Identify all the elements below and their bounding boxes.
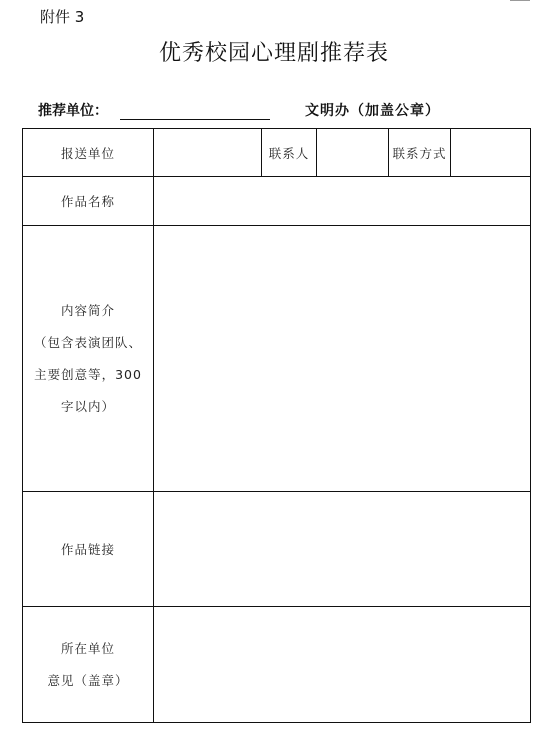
content-intro-line: （包含表演团队、 [33, 334, 142, 350]
recommend-unit-field[interactable] [120, 119, 270, 120]
work-name-label: 作品名称 [23, 177, 154, 226]
content-intro-line: 内容简介 [60, 302, 115, 318]
submitting-unit-cell[interactable] [154, 129, 262, 177]
content-intro-line: 字以内） [60, 398, 115, 414]
work-name-cell[interactable] [154, 177, 531, 226]
page-title: 优秀校园心理剧推荐表 [158, 41, 389, 66]
content-intro-line: 主要创意等，300 [34, 366, 142, 382]
table-row [23, 607, 531, 723]
contact-person-label: 联系人 [262, 129, 317, 177]
table-row [23, 177, 531, 226]
corner-mark [510, 0, 530, 1]
recommendation-table [22, 128, 531, 723]
opinion-line: 意见（盖章） [47, 672, 129, 688]
contact-person-cell[interactable] [317, 129, 389, 177]
content-intro-cell[interactable] [154, 226, 531, 492]
table-row [23, 226, 531, 492]
attachment-label: 附件 3 [40, 8, 85, 26]
contact-method-label: 联系方式 [389, 129, 451, 177]
office-label: 文明办（加盖公章） [305, 103, 440, 119]
opinion-line: 所在单位 [60, 640, 115, 656]
opinion-label [23, 607, 154, 723]
table-row [23, 129, 531, 177]
opinion-cell[interactable] [154, 607, 531, 723]
submitting-unit-label: 报送单位 [23, 129, 154, 177]
contact-method-cell[interactable] [451, 129, 531, 177]
table-row [23, 492, 531, 607]
content-intro-label [23, 226, 154, 492]
work-link-label: 作品链接 [23, 492, 154, 607]
recommend-unit-label: 推荐单位： [38, 103, 108, 119]
work-link-cell[interactable] [154, 492, 531, 607]
